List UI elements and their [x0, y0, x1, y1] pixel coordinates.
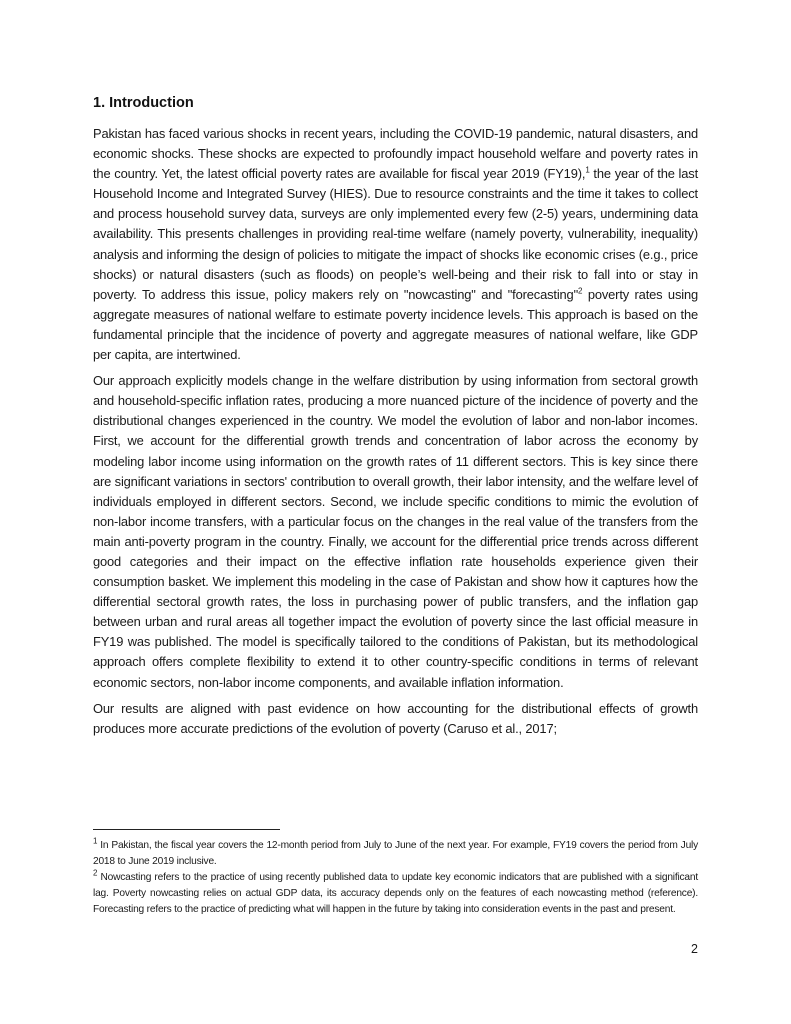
- footnotes: [93, 838, 698, 918]
- section-heading: 1. Introduction: [93, 95, 194, 111]
- footnote-separator: [93, 829, 280, 830]
- footnote-ref-2[interactable]: 2: [578, 286, 583, 296]
- footnote-1-number: 1: [93, 836, 98, 846]
- footnote-2-text: Nowcasting refers to the practice of using recently published data to update key economic indicators that are published with a significant lag. Poverty nowcasting relies on actual GDP data, its accuracy depends only on the features of each nowcasting method (reference). Forecasting refers to the practice of predicting what will happen in the future by taking into consideration events in the past and present.: [93, 872, 698, 915]
- paragraph-1-part-a: Pakistan has faced various shocks in recent years, including the COVID-19 pandemic, natural disasters, and economic shocks. These shocks are expected to profoundly impact household welfare and poverty rates in the country. Yet, the latest official poverty rates are available for fiscal year 2019 (FY19),: [93, 126, 698, 182]
- paragraph-1: [93, 124, 698, 365]
- footnote-1-text: In Pakistan, the fiscal year covers the 12-month period from July to June of the next year. For example, FY19 covers the period from July 2018 to June 2019 inclusive.: [93, 840, 698, 867]
- footnote-ref-1[interactable]: 1: [585, 165, 590, 175]
- page-number: 2: [691, 942, 698, 956]
- footnote-1: [93, 838, 698, 870]
- paragraph-1-part-b: the year of the last Household Income and Integrated Survey (HIES). Due to resource constraints and the time it takes to collect and process household survey data, surveys are only implemented every few (2-5) years, undermining data availability. This presents challenges in providing real-time welfare (namely poverty, vulnerability, inequality) analysis and informing the design of policies to mitigate the impact of shocks like economic crises (e.g., price shocks) or natural disasters (such as floods) on people’s well-being and their risk to fall into or stay in poverty. To address this issue, policy makers rely on "nowcasting" and "forecasting": [93, 166, 699, 302]
- body-text: [93, 124, 698, 745]
- footnote-2-number: 2: [93, 868, 98, 878]
- footnote-2: [93, 870, 698, 918]
- document-page: [93, 0, 698, 1024]
- paragraph-1-part-c: poverty rates using aggregate measures of national welfare to estimate poverty incidence levels. This approach is based on the fundamental principle that the incidence of poverty and aggregate measures of national welfare, like GDP per capita, are intertwined.: [93, 286, 698, 363]
- paragraph-3: Our results are aligned with past evidence on how accounting for the distributional effects of growth produces more accurate predictions of the evolution of poverty (Caruso et al., 2017;: [93, 700, 698, 736]
- paragraph-2: Our approach explicitly models change in the welfare distribution by using information from sectoral growth and household-specific inflation rates, producing a more nuanced picture of the incidence of poverty and the distributional changes experienced in the country. We model the evolution of labor and non-labor incomes. First, we account for the differential growth trends and concentration of labor across the economy by modeling labor income using information on the growth rates of 11 different sectors. This is key since there are significant variations in sectors' contribution to overall growth, their labor intensity, and the welfare level of individuals employed in different sectors. Second, we include specific conditions to mimic the evolution of non-labor income transfers, with a particular focus on the changes in the real value of the transfers from the main anti-poverty program in the country. Finally, we account for the differential price trends across different good categories and their impact on the effective inflation rate households experience given their consumption basket. We implement this modeling in the case of Pakistan and show how it captures how the differential sectoral growth rates, the loss in purchasing power of public transfers, and the inflation gap between urban and rural areas all together impact the evolution of poverty since the last official measure in FY19 was published. The model is specifically tailored to the conditions of Pakistan, but its methodological approach offers complete flexibility to extend it to other country-specific conditions in terms of relevant economic sectors, non-labor income components, and available inflation information.: [93, 373, 698, 690]
